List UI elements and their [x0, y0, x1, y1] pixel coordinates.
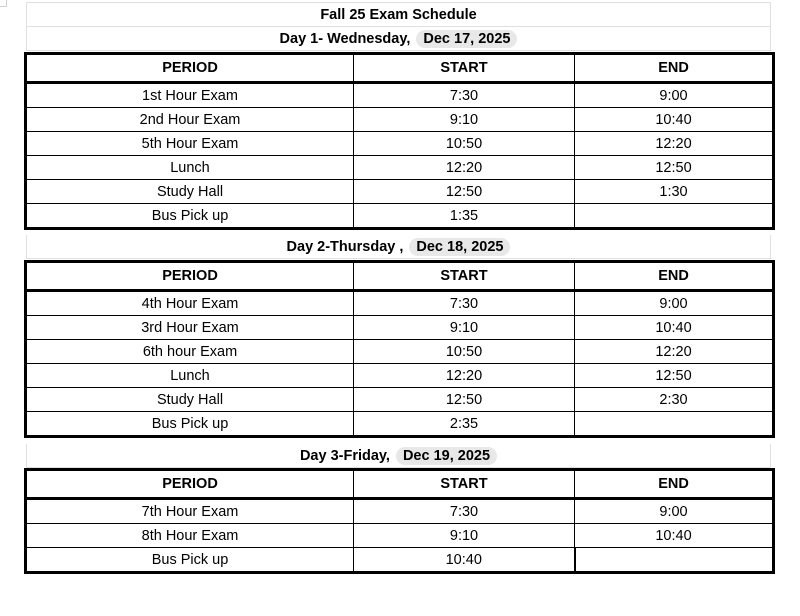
day-2-heading: [26, 235, 771, 259]
period-cell: 8th Hour Exam: [26, 524, 354, 548]
table-header-row: [26, 262, 774, 291]
header-start: START: [354, 54, 575, 83]
end-cell: [575, 412, 774, 437]
table-row: [26, 412, 774, 437]
header-end: END: [575, 470, 774, 499]
table-row: [26, 388, 774, 412]
end-cell: 1:30: [575, 180, 774, 204]
period-cell: Lunch: [26, 156, 354, 180]
end-cell: [575, 548, 774, 573]
day-3-table: [24, 468, 775, 574]
table-row: [26, 548, 774, 573]
table-row: [26, 364, 774, 388]
start-cell: 9:10: [354, 524, 575, 548]
day-1-date-chip: Dec 17, 2025: [416, 30, 517, 48]
table-row: [26, 83, 774, 108]
period-cell: Bus Pick up: [26, 204, 354, 229]
start-cell: 7:30: [354, 291, 575, 316]
end-cell: 9:00: [575, 83, 774, 108]
table-row: [26, 340, 774, 364]
period-cell: Bus Pick up: [26, 548, 354, 573]
end-cell: 12:20: [575, 132, 774, 156]
end-cell: 12:50: [575, 364, 774, 388]
header-start: START: [354, 262, 575, 291]
start-cell: 12:50: [354, 388, 575, 412]
start-cell: 12:20: [354, 156, 575, 180]
period-cell: Lunch: [26, 364, 354, 388]
period-cell: 2nd Hour Exam: [26, 108, 354, 132]
table-row: [26, 180, 774, 204]
period-cell: Study Hall: [26, 388, 354, 412]
table-row: [26, 291, 774, 316]
day-1-label: Day 1- Wednesday,: [279, 30, 411, 47]
table-row: [26, 204, 774, 229]
end-cell: 12:20: [575, 340, 774, 364]
header-end: END: [575, 262, 774, 291]
end-cell: 9:00: [575, 291, 774, 316]
period-cell: 5th Hour Exam: [26, 132, 354, 156]
end-cell: 10:40: [575, 108, 774, 132]
period-cell: 3rd Hour Exam: [26, 316, 354, 340]
period-cell: 4th Hour Exam: [26, 291, 354, 316]
end-cell: 10:40: [575, 524, 774, 548]
table-row: [26, 156, 774, 180]
sheet-corner: [0, 0, 7, 7]
day-2-date-chip: Dec 18, 2025: [409, 238, 510, 256]
end-cell: 9:00: [575, 499, 774, 524]
table-header-row: [26, 470, 774, 499]
table-row: [26, 132, 774, 156]
header-period: PERIOD: [26, 262, 354, 291]
start-cell: 2:35: [354, 412, 575, 437]
period-cell: 1st Hour Exam: [26, 83, 354, 108]
table-row: [26, 108, 774, 132]
start-cell: 9:10: [354, 316, 575, 340]
day-1-table: [24, 52, 775, 230]
document-title: [26, 3, 771, 27]
start-cell: 10:50: [354, 340, 575, 364]
day-3-date-chip: Dec 19, 2025: [396, 447, 497, 465]
start-cell: 7:30: [354, 499, 575, 524]
day-3-label: Day 3-Friday,: [299, 447, 390, 464]
start-cell: 10:40: [354, 548, 575, 573]
table-header-row: [26, 54, 774, 83]
start-cell: 12:20: [354, 364, 575, 388]
start-cell: 12:50: [354, 180, 575, 204]
day-3-heading: [26, 444, 771, 468]
day-2-label: Day 2-Thursday ,: [286, 238, 404, 255]
period-cell: Study Hall: [26, 180, 354, 204]
end-cell: 12:50: [575, 156, 774, 180]
start-cell: 9:10: [354, 108, 575, 132]
start-cell: 1:35: [354, 204, 575, 229]
start-cell: 10:50: [354, 132, 575, 156]
header-start: START: [354, 470, 575, 499]
end-cell: 10:40: [575, 316, 774, 340]
table-row: [26, 524, 774, 548]
table-row: [26, 316, 774, 340]
period-cell: Bus Pick up: [26, 412, 354, 437]
start-cell: 7:30: [354, 83, 575, 108]
title-text: Fall 25 Exam Schedule: [320, 6, 477, 23]
end-cell: [575, 204, 774, 229]
end-cell: 2:30: [575, 388, 774, 412]
day-2-table: [24, 260, 775, 438]
period-cell: 7th Hour Exam: [26, 499, 354, 524]
header-end: END: [575, 54, 774, 83]
day-1-heading: [26, 27, 771, 51]
header-period: PERIOD: [26, 54, 354, 83]
table-row: [26, 499, 774, 524]
period-cell: 6th hour Exam: [26, 340, 354, 364]
header-period: PERIOD: [26, 470, 354, 499]
